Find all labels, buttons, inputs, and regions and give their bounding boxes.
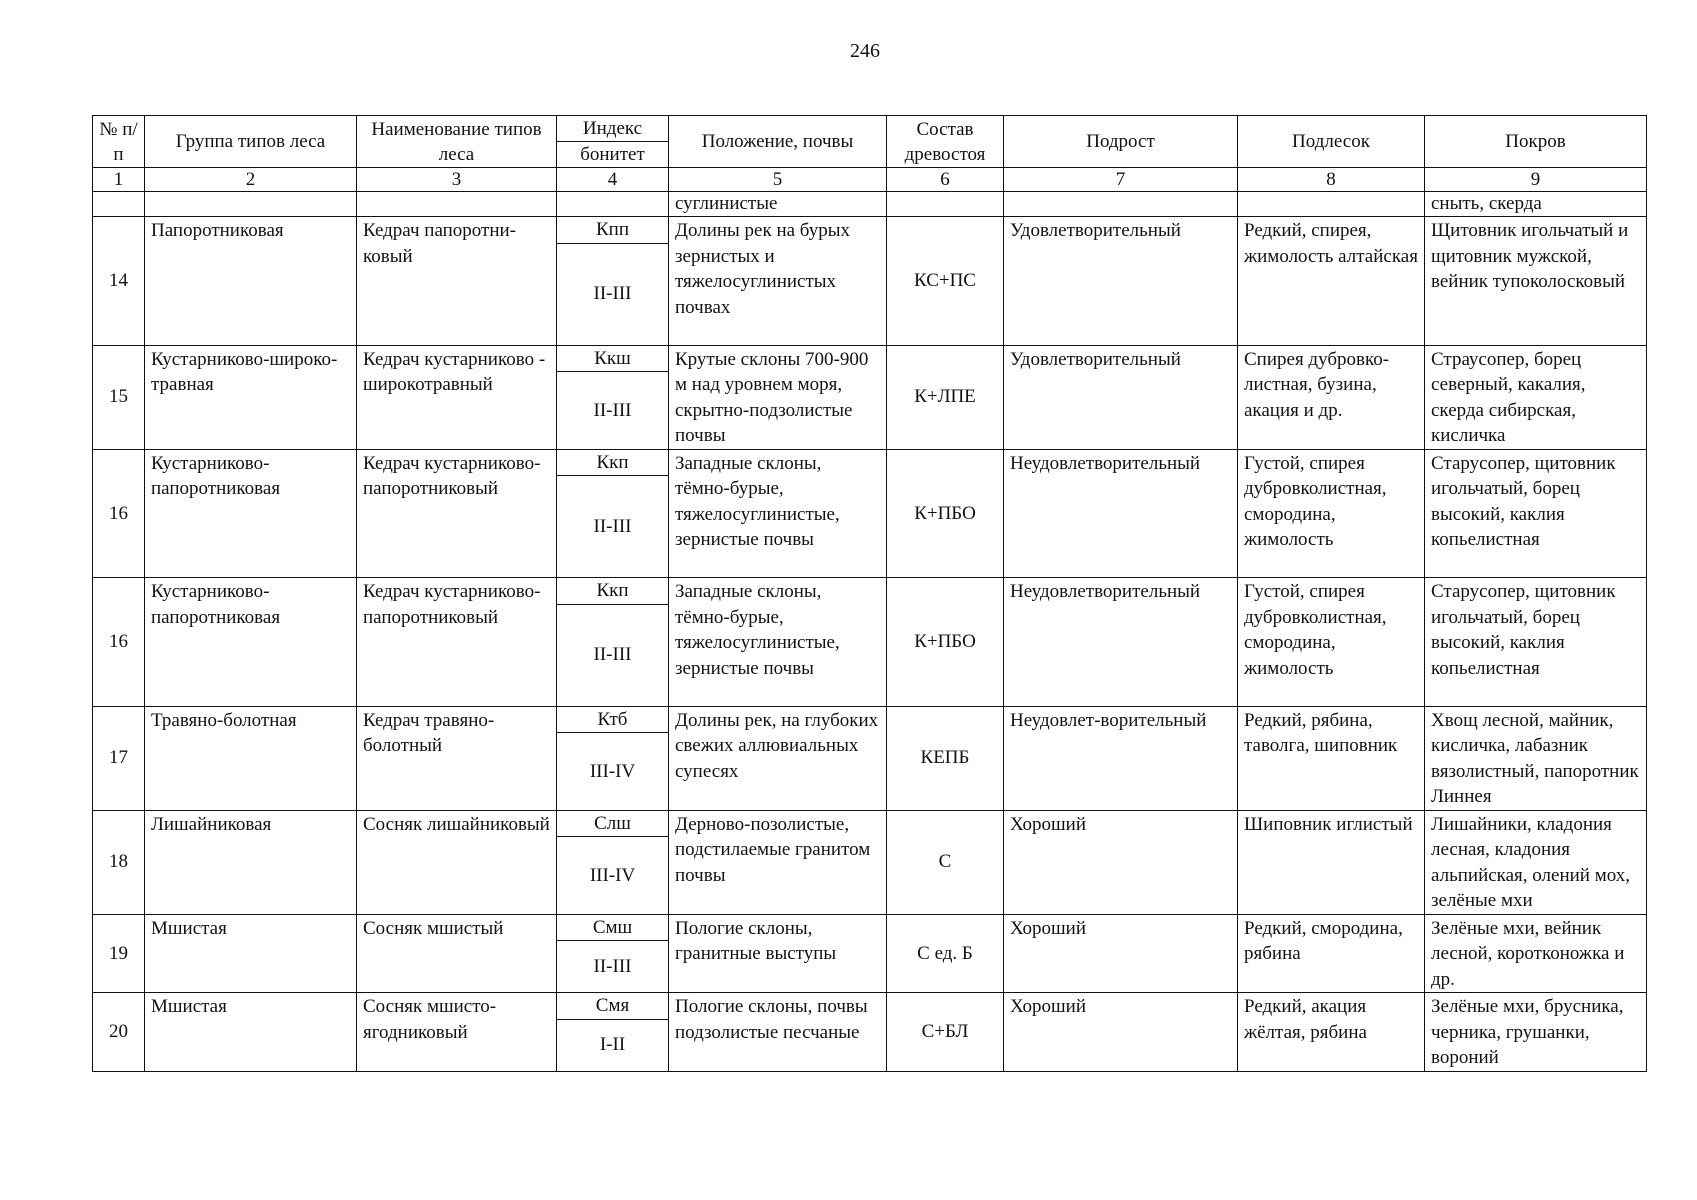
- row-position: Крутые склоны 700-900 м над уровнем моря, скрытно-подзолистые почвы: [669, 345, 887, 449]
- row-position: Дерново-позолистые, подстилаемые гранитом почвы: [669, 810, 887, 914]
- continuation-cover: сныть, скерда: [1425, 192, 1647, 217]
- row-num: 20: [93, 993, 145, 1072]
- header-name: Наименование типов леса: [357, 116, 557, 168]
- row-undergrowth: Спирея дубровко-листная, бузина, акация и др.: [1238, 345, 1425, 449]
- row-group: Папоротниковая: [145, 217, 357, 346]
- row-bonitet: II-III: [557, 604, 669, 706]
- header-index: Индекс: [557, 116, 669, 142]
- row-group: Травяно-болотная: [145, 706, 357, 810]
- header-group: Группа типов леса: [145, 116, 357, 168]
- column-number-row: [93, 168, 1647, 192]
- row-position: Пологие склоны, почвы подзолистые песчаные: [669, 993, 887, 1072]
- row-num: 14: [93, 217, 145, 346]
- row-bonitet: II-III: [557, 372, 669, 449]
- row-name: Кедрач кустарниково - широкотравный: [357, 345, 557, 449]
- row-num: 19: [93, 914, 145, 993]
- row-index: Ккп: [557, 578, 669, 605]
- header-bonitet: бонитет: [557, 142, 669, 168]
- row-position: Пологие склоны, гранитные выступы: [669, 914, 887, 993]
- row-regrowth: Неудовлетворительный: [1004, 578, 1238, 707]
- continuation-position: суглинистые: [669, 192, 887, 217]
- row-bonitet: III-IV: [557, 733, 669, 810]
- row-num: 16: [93, 578, 145, 707]
- column-number: 2: [145, 168, 357, 192]
- row-undergrowth: Редкий, спирея, жимолость алтайская: [1238, 217, 1425, 346]
- row-undergrowth: Густой, спирея дубровколистная, смородина, жимолость: [1238, 449, 1425, 578]
- row-index: Смш: [557, 914, 669, 941]
- row-index: Кпп: [557, 217, 669, 244]
- row-undergrowth: Редкий, акация жёлтая, рябина: [1238, 993, 1425, 1072]
- forest-types-table: [92, 115, 1647, 1072]
- table-row: [93, 810, 1647, 837]
- row-group: Кустарниково-папоротниковая: [145, 578, 357, 707]
- row-name: Кедрач кустарниково-папоротниковый: [357, 578, 557, 707]
- row-regrowth: Хороший: [1004, 810, 1238, 914]
- header-num: № п/п: [93, 116, 145, 168]
- row-regrowth: Неудовлетворительный: [1004, 449, 1238, 578]
- table-row: [93, 914, 1647, 941]
- row-composition: КЕПБ: [887, 706, 1004, 810]
- row-regrowth: Удовлетворительный: [1004, 217, 1238, 346]
- table-row: [93, 345, 1647, 372]
- row-position: Западные склоны, тёмно-бурые, тяжелосуглинистые, зернистые почвы: [669, 578, 887, 707]
- row-composition: С+БЛ: [887, 993, 1004, 1072]
- row-undergrowth: Редкий, рябина, таволга, шиповник: [1238, 706, 1425, 810]
- column-number: 4: [557, 168, 669, 192]
- row-regrowth: Хороший: [1004, 914, 1238, 993]
- row-group: Кустарниково-широко-травная: [145, 345, 357, 449]
- row-composition: К+ПБО: [887, 449, 1004, 578]
- row-group: Лишайниковая: [145, 810, 357, 914]
- row-index: Ккш: [557, 345, 669, 372]
- row-bonitet: I-II: [557, 1019, 669, 1071]
- header-composition: Состав древостоя: [887, 116, 1004, 168]
- row-cover: Зелёные мхи, брусника, черника, грушанки, вороний: [1425, 993, 1647, 1072]
- row-group: Мшистая: [145, 914, 357, 993]
- header-undergrowth: Подлесок: [1238, 116, 1425, 168]
- row-index: Слш: [557, 810, 669, 837]
- row-composition: С: [887, 810, 1004, 914]
- row-cover: Хвощ лесной, майник, кисличка, лабазник вязолистный, папоротник Линнея: [1425, 706, 1647, 810]
- row-regrowth: Неудовлет-ворительный: [1004, 706, 1238, 810]
- row-undergrowth: Густой, спирея дубровколистная, смородина, жимолость: [1238, 578, 1425, 707]
- header-regrowth: Подрост: [1004, 116, 1238, 168]
- row-bonitet: II-III: [557, 941, 669, 993]
- table-row: [93, 993, 1647, 1020]
- table-row: [93, 449, 1647, 476]
- row-name: Кедрач папоротни-ковый: [357, 217, 557, 346]
- row-cover: Зелёные мхи, вейник лесной, коротконожка и др.: [1425, 914, 1647, 993]
- row-position: Долины рек, на глубоких свежих аллювиальных супесях: [669, 706, 887, 810]
- column-number: 9: [1425, 168, 1647, 192]
- page-number: 246: [850, 40, 880, 62]
- column-number: 5: [669, 168, 887, 192]
- row-regrowth: Удовлетворительный: [1004, 345, 1238, 449]
- row-group: Кустарниково-папоротниковая: [145, 449, 357, 578]
- row-position: Западные склоны, тёмно-бурые, тяжелосуглинистые, зернистые почвы: [669, 449, 887, 578]
- column-number: 1: [93, 168, 145, 192]
- row-index: Ккп: [557, 449, 669, 476]
- row-bonitet: II-III: [557, 243, 669, 345]
- row-name: Сосняк лишайниковый: [357, 810, 557, 914]
- header-position: Положение, почвы: [669, 116, 887, 168]
- row-num: 15: [93, 345, 145, 449]
- table-row: [93, 706, 1647, 733]
- row-composition: К+ЛПЕ: [887, 345, 1004, 449]
- row-undergrowth: Шиповник иглистый: [1238, 810, 1425, 914]
- continuation-row: [93, 192, 1647, 217]
- row-bonitet: III-IV: [557, 837, 669, 914]
- row-composition: С ед. Б: [887, 914, 1004, 993]
- row-name: Сосняк мшистый: [357, 914, 557, 993]
- row-name: Кедрач кустарниково-папоротниковый: [357, 449, 557, 578]
- table-row: [93, 217, 1647, 244]
- row-name: Кедрач травяно-болотный: [357, 706, 557, 810]
- row-position: Долины рек на бурых зернистых и тяжелосуглинистых почвах: [669, 217, 887, 346]
- row-num: 16: [93, 449, 145, 578]
- table-row: [93, 578, 1647, 605]
- row-group: Мшистая: [145, 993, 357, 1072]
- header-cover: Покров: [1425, 116, 1647, 168]
- row-composition: К+ПБО: [887, 578, 1004, 707]
- column-number: 6: [887, 168, 1004, 192]
- row-cover: Старусопер, щитовник игольчатый, борец высокий, каклия копьелистная: [1425, 449, 1647, 578]
- row-cover: Щитовник игольчатый и щитовник мужской, вейник тупоколосковый: [1425, 217, 1647, 346]
- row-name: Сосняк мшисто-ягодниковый: [357, 993, 557, 1072]
- row-regrowth: Хороший: [1004, 993, 1238, 1072]
- column-number: 8: [1238, 168, 1425, 192]
- row-bonitet: II-III: [557, 476, 669, 578]
- row-undergrowth: Редкий, смородина, рябина: [1238, 914, 1425, 993]
- row-index: Смя: [557, 993, 669, 1020]
- row-index: Ктб: [557, 706, 669, 733]
- column-number: 7: [1004, 168, 1238, 192]
- column-number: 3: [357, 168, 557, 192]
- row-cover: Страусопер, борец северный, какалия, скерда сибирская, кисличка: [1425, 345, 1647, 449]
- table-header: [93, 116, 1647, 168]
- row-num: 17: [93, 706, 145, 810]
- row-composition: КС+ПС: [887, 217, 1004, 346]
- row-num: 18: [93, 810, 145, 914]
- row-cover: Старусопер, щитовник игольчатый, борец высокий, каклия копьелистная: [1425, 578, 1647, 707]
- row-cover: Лишайники, кладония лесная, кладония альпийская, олений мох, зелёные мхи: [1425, 810, 1647, 914]
